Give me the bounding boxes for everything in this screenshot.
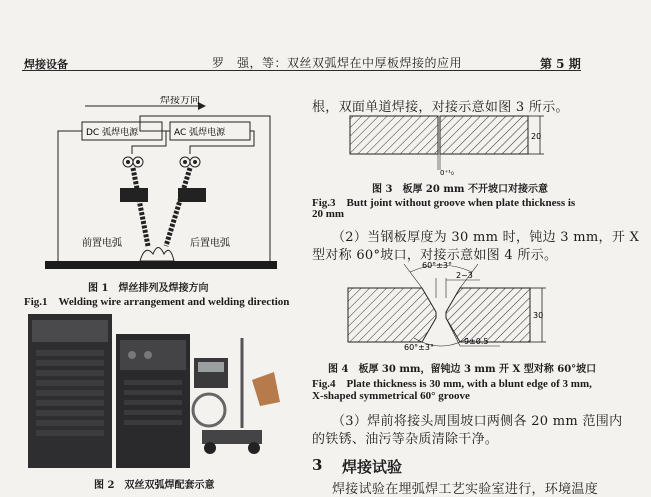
running-title: 罗 强，等：双丝双弧焊在中厚板焊接的应用 [212,56,463,70]
tractor-carriage [202,430,262,444]
body-para2-line2: 型对称 60°坡口，对接示意如图 4 所示。 [312,248,558,263]
body-line-1: 根，双面单道焊接，对接示意如图 3 所示。 [312,100,569,115]
issue-number: 第 5 期 [540,57,581,71]
figure-3-caption-en-line1: Fig.3 Butt joint without groove when plate thickness is [312,197,576,209]
top-angle-label: 60°±3° [422,261,452,270]
figure-1-diagram [40,96,280,276]
figure-2-caption-cn: 图 2 双丝双弧焊配套示意 [94,480,215,491]
header-rule [22,70,581,71]
trail-arc-label: 后置电弧 [190,238,230,249]
trail-torch [166,168,190,246]
figure-2-equipment-photo [24,310,284,472]
lead-arc-label: 前置电弧 [82,238,122,249]
weld-pool [140,248,174,262]
lead-torch [133,168,148,246]
wire-reel [193,394,225,426]
ac-power-label: AC 弧焊电源 [174,128,226,138]
plate-right [446,288,530,342]
figure-4-diagram [340,258,550,354]
bottom-angle-label: 60°±3° [404,343,434,352]
trail-contact-tip [178,188,206,202]
body-para3-line1: （3）焊前将接头周围坡口两侧各 20 mm 范围内 [332,414,623,429]
plate-right [440,116,528,154]
figure-4-caption-cn: 图 4 板厚 30 mm，留钝边 3 mm 开 X 型对称 60°坡口 [328,364,597,375]
figure-1-caption-cn: 图 1 焊丝排列及焊接方向 [88,283,209,294]
journal-name: 焊接设备 [24,58,68,71]
figure-4-caption-en-line1: Fig.4 Plate thickness is 30 mm, with a blunt edge of 3 mm, [312,378,592,390]
figure-3-caption-cn: 图 3 板厚 20 mm 不开坡口对接示意 [372,184,548,195]
body-para2-line1: （2）当钢板厚度为 30 mm 时，钝边 3 mm，开 X [332,230,640,245]
dc-power-label: DC 弧焊电源 [86,128,139,138]
wheel-icon [248,442,260,454]
direction-label: 焊接方向 [160,96,200,106]
thickness-label: 20 [531,132,542,141]
figure-4-caption-en-line2: X-shaped symmetrical 60° groove [312,390,470,402]
section-title: 焊接试验 [342,458,403,476]
plate-left [350,116,438,154]
dc-wire [58,131,82,261]
plate-left [348,288,436,342]
body-last-line: 焊接试验在埋弧焊工艺实验室进行，环境温度 [332,482,599,497]
section-number: 3 [312,456,323,474]
gap-label: 0⁺¹₀ [440,169,454,177]
body-para3-line2: 的铁锈、油污等杂质清除干净。 [312,432,499,447]
wheel-icon [204,442,216,454]
thickness-label: 30 [533,311,544,320]
flux-hopper [252,372,280,406]
blunt-label: 9±0.5 [464,337,489,346]
lead-contact-tip [120,188,148,202]
figure-1-caption-en: Fig.1 Welding wire arrangement and welding direction [24,296,290,308]
gap-label: 2~3 [456,271,473,280]
figure-3-diagram [340,112,550,178]
base-plate [45,261,277,269]
figure-3-caption-en-line2: 20 mm [312,208,345,220]
